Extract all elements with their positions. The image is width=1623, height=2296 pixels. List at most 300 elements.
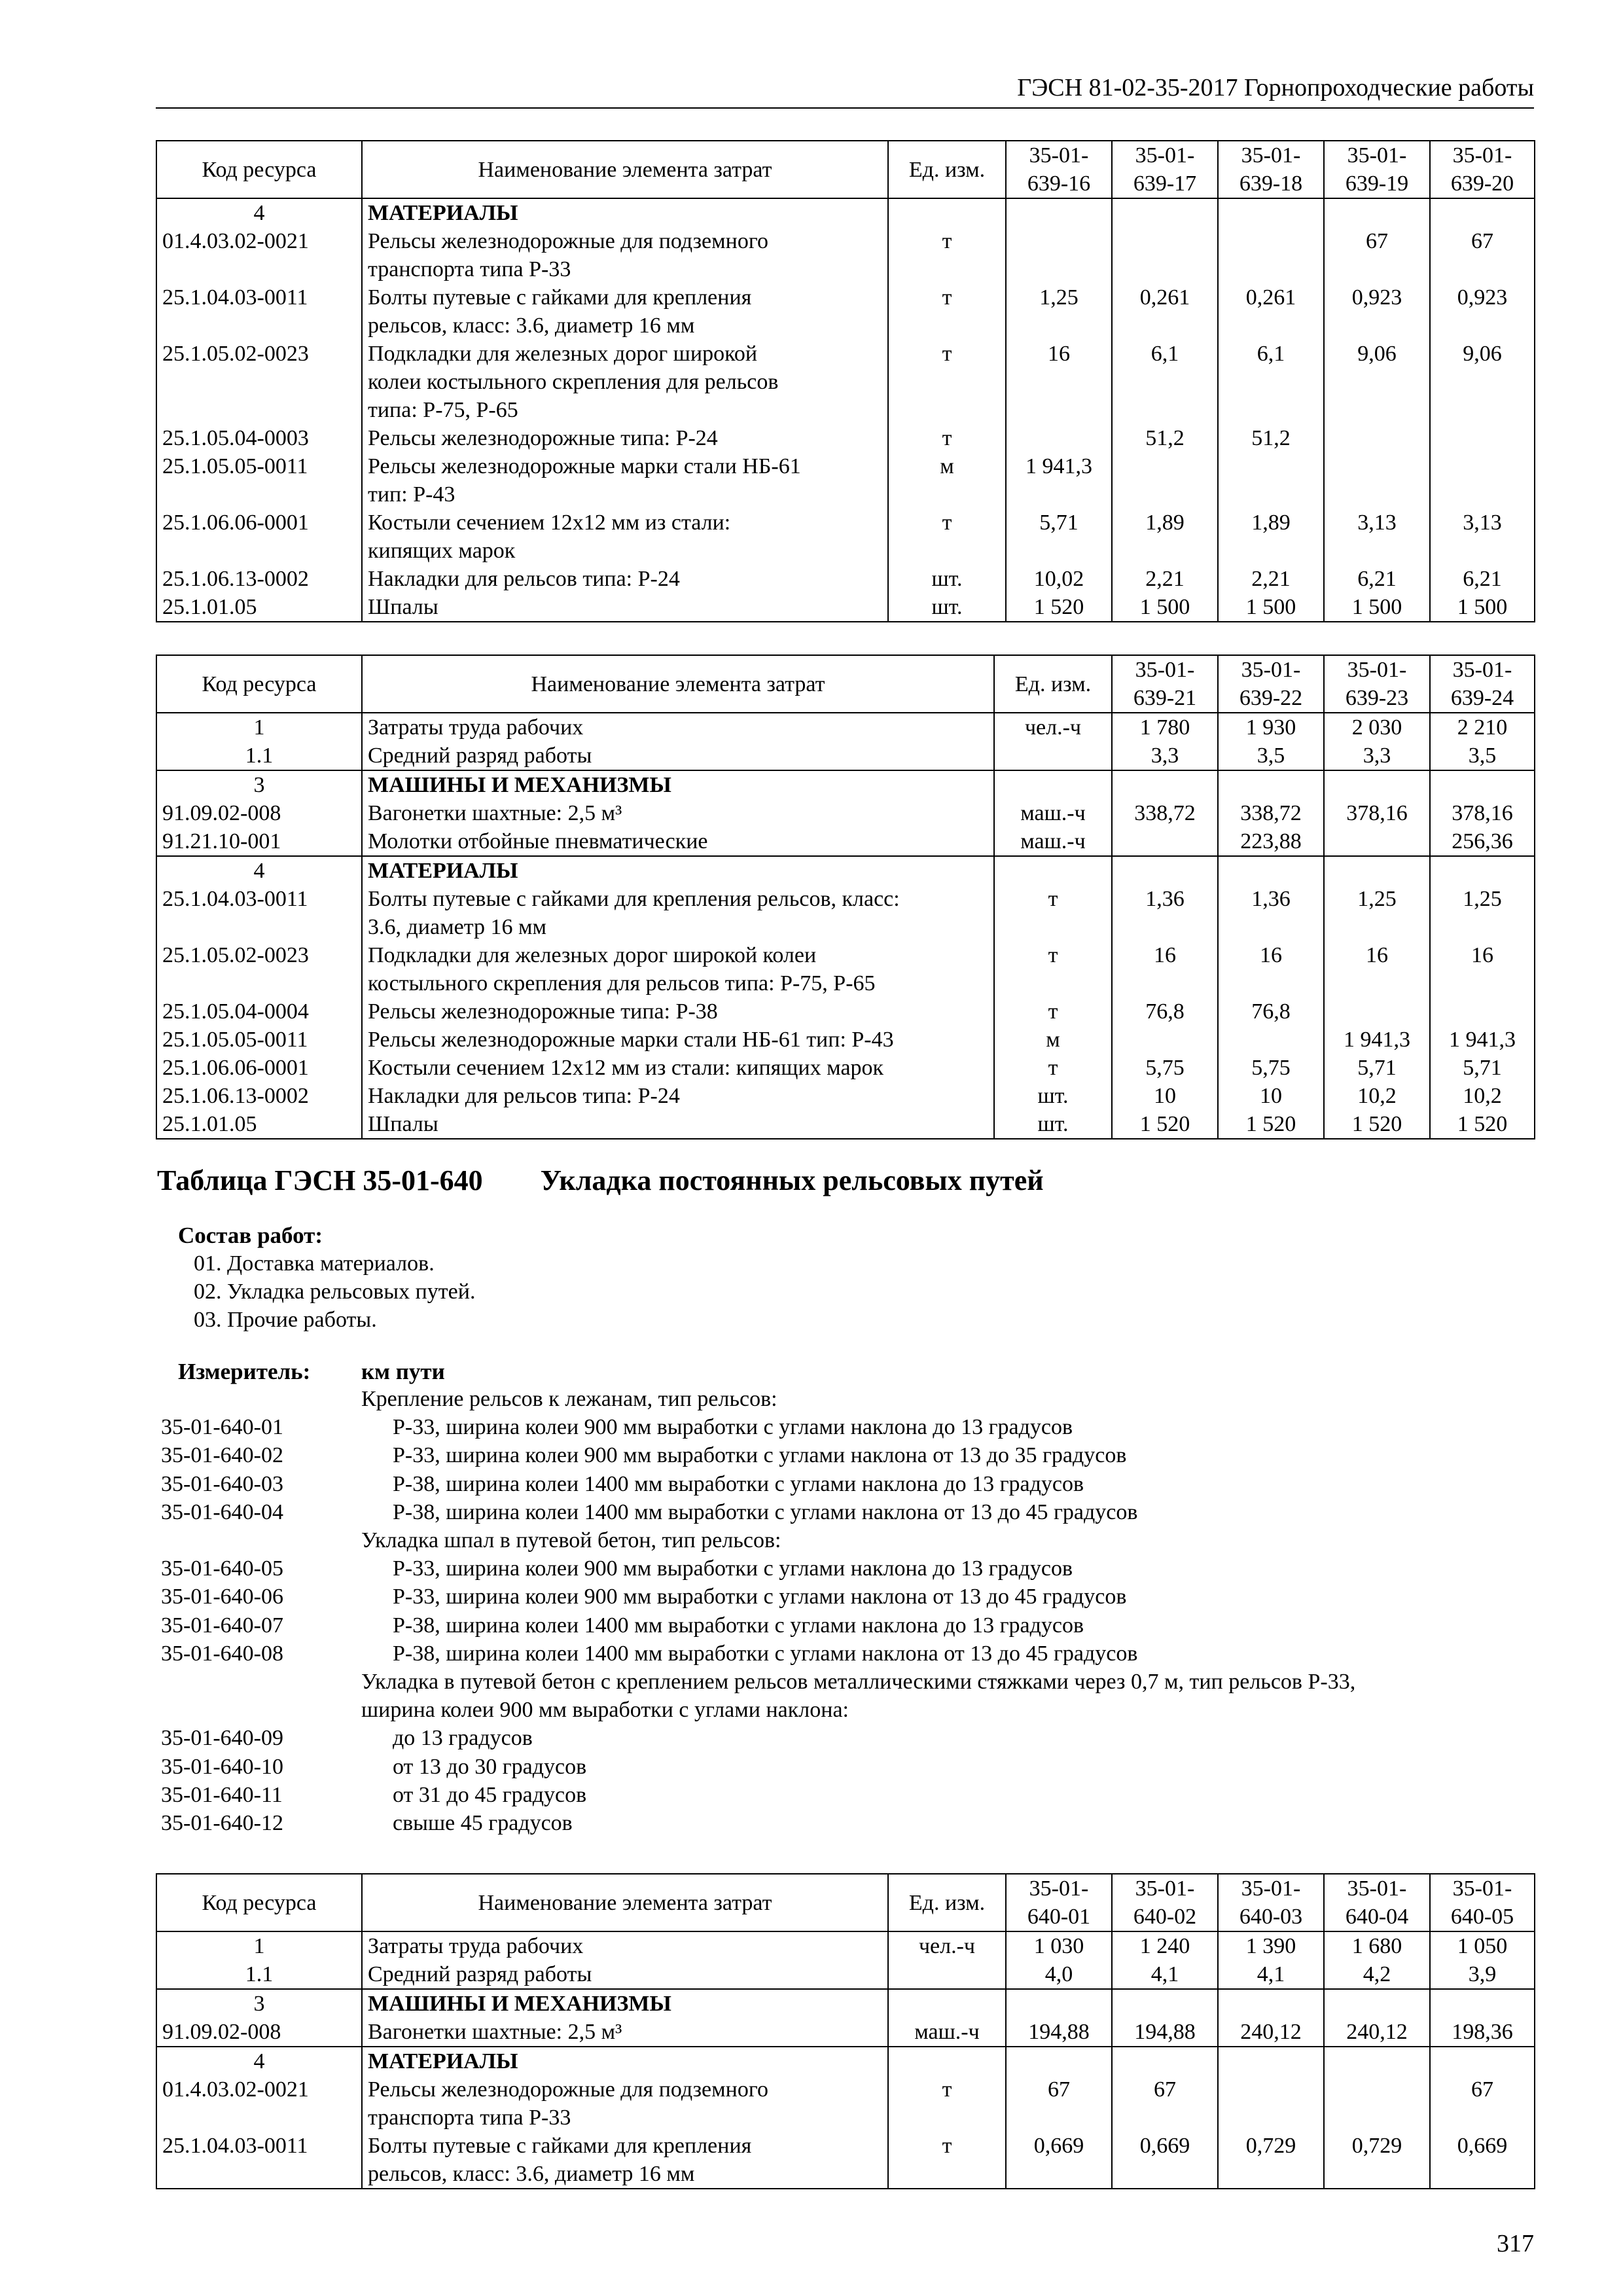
norm-code-header: 35-01- 640-04: [1324, 1874, 1430, 1931]
norm-value: 67: [1112, 2075, 1218, 2132]
table-row: [156, 941, 1535, 997]
norm-value: 0,669: [1430, 2132, 1535, 2189]
norm-value: 1,36: [1112, 885, 1218, 941]
norm-description: свыше 45 градусов: [393, 1811, 573, 1835]
norm-value: [1006, 198, 1112, 227]
norm-code-header: 35-01- 639-21: [1112, 655, 1218, 713]
section-row: [156, 1931, 1535, 1960]
table-row: [156, 452, 1535, 509]
norm-code-header: 35-01- 639-16: [1006, 141, 1112, 198]
section-row: [156, 770, 1535, 799]
unit: [888, 198, 1006, 227]
norm-value: [1218, 856, 1324, 885]
table-row: [156, 2132, 1535, 2189]
norm-value: [1430, 198, 1535, 227]
norm-value: [1218, 2047, 1324, 2075]
cost-element-name: Рельсы железнодорожные для подземного транспорта типа Р-33: [362, 227, 888, 283]
norm-value: [1112, 827, 1218, 856]
norm-value: [1006, 2047, 1112, 2075]
norm-value: 67: [1006, 2075, 1112, 2132]
unit: маш.-ч: [994, 827, 1112, 856]
norm-value: 1 520: [1324, 1110, 1430, 1139]
cost-element-name: МАШИНЫ И МЕХАНИЗМЫ: [362, 770, 994, 799]
norm-value: 198,36: [1430, 2018, 1535, 2047]
norm-value: 10,2: [1430, 1082, 1535, 1110]
table-row: [156, 509, 1535, 565]
table-header-row: [156, 141, 1535, 198]
norm-value: 1,89: [1218, 509, 1324, 565]
norm-value: [1218, 2075, 1324, 2132]
cost-element-name: Подкладки для железных дорог широкой колеи костыльного скрепления для рельсов типа: Р-75, Р-65: [362, 340, 888, 424]
norm-value: 240,12: [1324, 2018, 1430, 2047]
norm-value: [1112, 2047, 1218, 2075]
norm-value: [1006, 424, 1112, 452]
norm-value: [1324, 2075, 1430, 2132]
norm-value: 5,71: [1324, 1054, 1430, 1082]
cost-element-name: Рельсы железнодорожные типа: Р-38: [362, 997, 994, 1026]
norm-value: 378,16: [1324, 799, 1430, 827]
resource-table-639-21-24: [156, 655, 1535, 1139]
section-row: [156, 856, 1535, 885]
unit: т: [888, 2132, 1006, 2189]
norm-value: 2,21: [1112, 565, 1218, 593]
norm-value: 16: [1324, 941, 1430, 997]
norm-value: 4,2: [1324, 1960, 1430, 1989]
norm-code-header: 35-01- 639-20: [1430, 141, 1535, 198]
resource-code: 1: [156, 1931, 362, 1960]
norm-value: 194,88: [1006, 2018, 1112, 2047]
norm-value: 3,9: [1430, 1960, 1535, 1989]
cost-element-name: Накладки для рельсов типа: Р-24: [362, 565, 888, 593]
norm-value: 1 500: [1218, 593, 1324, 622]
resource-code: 25.1.04.03-0011: [156, 2132, 362, 2189]
norm-value: 240,12: [1218, 2018, 1324, 2047]
cost-element-name: Затраты труда рабочих: [362, 713, 994, 742]
resource-code: 25.1.04.03-0011: [156, 283, 362, 340]
norm-value: 1,25: [1006, 283, 1112, 340]
meter-label: Измеритель:: [178, 1359, 311, 1384]
resource-code: 3: [156, 1989, 362, 2018]
norm-code: 35-01-640-02: [161, 1443, 283, 1467]
norm-description: Р-33, ширина колеи 900 мм выработки с углами наклона от 13 до 35 градусов: [393, 1443, 1127, 1467]
table-row: [156, 283, 1535, 340]
norm-value: 223,88: [1218, 827, 1324, 856]
norm-value: 256,36: [1430, 827, 1535, 856]
norm-value: 1 941,3: [1324, 1026, 1430, 1054]
norm-value: [1112, 198, 1218, 227]
resource-code: 1: [156, 713, 362, 742]
cost-element-name: МАШИНЫ И МЕХАНИЗМЫ: [362, 1989, 888, 2018]
norm-value: [1324, 827, 1430, 856]
norm-value: 9,06: [1430, 340, 1535, 424]
resource-code: 3: [156, 770, 362, 799]
norm-value: 338,72: [1112, 799, 1218, 827]
norm-code-header: 35-01- 640-03: [1218, 1874, 1324, 1931]
norm-value: 4,1: [1218, 1960, 1324, 1989]
norm-group-heading: ширина колеи 900 мм выработки с углами наклона:: [361, 1698, 849, 1722]
norm-value: [1112, 1989, 1218, 2018]
norm-description: Р-33, ширина колеи 900 мм выработки с углами наклона от 13 до 45 градусов: [393, 1585, 1127, 1609]
norm-group-heading: Крепление рельсов к лежанам, тип рельсов:: [361, 1387, 777, 1411]
norm-value: 10,02: [1006, 565, 1112, 593]
norm-group-heading: Укладка шпал в путевой бетон, тип рельсов:: [361, 1528, 781, 1552]
norm-value: 1,36: [1218, 885, 1324, 941]
table-header-row: [156, 655, 1535, 713]
norm-value: 5,75: [1218, 1054, 1324, 1082]
norm-value: 1 390: [1218, 1931, 1324, 1960]
table-row: [156, 997, 1535, 1026]
composition-label: Состав работ:: [178, 1223, 323, 1248]
resource-code: 25.1.01.05: [156, 593, 362, 622]
unit: [994, 742, 1112, 770]
table-header-row: [156, 1874, 1535, 1931]
norm-value: 1,25: [1430, 885, 1535, 941]
norm-value: [1006, 1989, 1112, 2018]
unit: чел.-ч: [994, 713, 1112, 742]
norm-code: 35-01-640-05: [161, 1556, 283, 1581]
section-row: [156, 2047, 1535, 2075]
norm-value: 1 500: [1112, 593, 1218, 622]
norm-value: 16: [1112, 941, 1218, 997]
norm-value: [1324, 1989, 1430, 2018]
resource-code: 4: [156, 198, 362, 227]
norm-value: [1112, 452, 1218, 509]
norm-value: 76,8: [1218, 997, 1324, 1026]
table-code: Таблица ГЭСН 35-01-640: [157, 1164, 483, 1196]
norm-value: 3,13: [1430, 509, 1535, 565]
norm-value: 6,21: [1430, 565, 1535, 593]
cost-element-name: Рельсы железнодорожные марки стали НБ-61 тип: Р-43: [362, 1026, 994, 1054]
unit: [888, 2047, 1006, 2075]
unit: шт.: [888, 593, 1006, 622]
table-row: [156, 2075, 1535, 2132]
norm-value: 4,1: [1112, 1960, 1218, 1989]
norm-value: [1430, 856, 1535, 885]
unit: т: [888, 2075, 1006, 2132]
col-name-header: Наименование элемента затрат: [362, 655, 994, 713]
norm-code-header: 35-01- 639-18: [1218, 141, 1324, 198]
resource-code: 4: [156, 856, 362, 885]
norm-value: 0,729: [1324, 2132, 1430, 2189]
composition-step: 01. Доставка материалов.: [194, 1251, 435, 1276]
col-name-header: Наименование элемента затрат: [362, 141, 888, 198]
norm-code-header: 35-01- 640-02: [1112, 1874, 1218, 1931]
resource-code: 91.21.10-001: [156, 827, 362, 856]
col-unit-header: Ед. изм.: [888, 141, 1006, 198]
norm-value: [1324, 770, 1430, 799]
norm-value: 3,5: [1430, 742, 1535, 770]
norm-value: 1 680: [1324, 1931, 1430, 1960]
norm-value: [1218, 1026, 1324, 1054]
norm-value: [1324, 2047, 1430, 2075]
unit: [994, 770, 1112, 799]
norm-value: [1430, 770, 1535, 799]
cost-element-name: Рельсы железнодорожные типа: Р-24: [362, 424, 888, 452]
norm-value: 1 500: [1430, 593, 1535, 622]
norm-value: 2,21: [1218, 565, 1324, 593]
norm-value: 4,0: [1006, 1960, 1112, 1989]
resource-code: 25.1.05.02-0023: [156, 340, 362, 424]
norm-value: [1218, 198, 1324, 227]
norm-value: 10: [1112, 1082, 1218, 1110]
col-code-header: Код ресурса: [156, 655, 362, 713]
norm-description: от 31 до 45 градусов: [393, 1783, 587, 1807]
norm-value: [1430, 1989, 1535, 2018]
norm-value: 16: [1006, 340, 1112, 424]
unit: м: [888, 452, 1006, 509]
norm-value: 1,25: [1324, 885, 1430, 941]
resource-code: 25.1.01.05: [156, 1110, 362, 1139]
table-row: [156, 827, 1535, 856]
norm-value: [1112, 227, 1218, 283]
table-row: [156, 2018, 1535, 2047]
norm-code: 35-01-640-03: [161, 1472, 283, 1496]
unit: т: [994, 885, 1112, 941]
norm-value: [1112, 770, 1218, 799]
norm-value: 1 930: [1218, 713, 1324, 742]
col-code-header: Код ресурса: [156, 1874, 362, 1931]
norm-group-heading: Укладка в путевой бетон с креплением рельсов металлическими стяжками через 0,7 м, тип рельсов Р-33,: [361, 1670, 1356, 1694]
table-row: [156, 742, 1535, 770]
table-row: [156, 1026, 1535, 1054]
norm-value: [1218, 770, 1324, 799]
resource-code: 01.4.03.02-0021: [156, 2075, 362, 2132]
resource-code: 25.1.06.06-0001: [156, 1054, 362, 1082]
norm-value: [1324, 856, 1430, 885]
cost-element-name: Средний разряд работы: [362, 742, 994, 770]
unit: [994, 856, 1112, 885]
cost-element-name: Затраты труда рабочих: [362, 1931, 888, 1960]
resource-code: 1.1: [156, 742, 362, 770]
unit: шт.: [994, 1082, 1112, 1110]
norm-value: 338,72: [1218, 799, 1324, 827]
section-row: [156, 198, 1535, 227]
norm-code: 35-01-640-10: [161, 1755, 283, 1779]
norm-value: 0,261: [1218, 283, 1324, 340]
unit: шт.: [888, 565, 1006, 593]
table-row: [156, 1110, 1535, 1139]
cost-element-name: Шпалы: [362, 1110, 994, 1139]
norm-description: Р-38, ширина колеи 1400 мм выработки с углами наклона от 13 до 45 градусов: [393, 1500, 1138, 1524]
cost-element-name: Костыли сечением 12x12 мм из стали: кипящих марок: [362, 1054, 994, 1082]
cost-element-name: Болты путевые с гайками для крепления рельсов, класс: 3.6, диаметр 16 мм: [362, 2132, 888, 2189]
norm-value: 9,06: [1324, 340, 1430, 424]
header-title: ГЭСН 81-02-35-2017 Горнопроходческие работы: [1017, 74, 1534, 101]
norm-value: 1 030: [1006, 1931, 1112, 1960]
cost-element-name: Вагонетки шахтные: 2,5 м³: [362, 799, 994, 827]
resource-table-640-01-05: [156, 1873, 1535, 2189]
cost-element-name: Рельсы железнодорожные для подземного транспорта типа Р-33: [362, 2075, 888, 2132]
table-row: [156, 799, 1535, 827]
norm-value: [1218, 452, 1324, 509]
norm-value: 0,669: [1006, 2132, 1112, 2189]
norm-value: 3,3: [1112, 742, 1218, 770]
resource-code: 25.1.05.05-0011: [156, 452, 362, 509]
norm-value: 2 210: [1430, 713, 1535, 742]
norm-value: 1 780: [1112, 713, 1218, 742]
norm-value: 3,3: [1324, 742, 1430, 770]
col-unit-header: Ед. изм.: [888, 1874, 1006, 1931]
table-row: [156, 424, 1535, 452]
cost-element-name: Болты путевые с гайками для крепления рельсов, класс: 3.6, диаметр 16 мм: [362, 885, 994, 941]
norm-value: [1324, 198, 1430, 227]
norm-value: [1430, 452, 1535, 509]
unit: т: [994, 1054, 1112, 1082]
norm-value: [1112, 856, 1218, 885]
norm-value: [1112, 1026, 1218, 1054]
norm-value: 0,261: [1112, 283, 1218, 340]
table-title: [157, 1164, 1044, 1197]
norm-value: [1430, 424, 1535, 452]
norm-description: Р-38, ширина колеи 1400 мм выработки с углами наклона до 13 градусов: [393, 1472, 1084, 1496]
page-number: 317: [1497, 2230, 1534, 2257]
norm-value: 1 520: [1006, 593, 1112, 622]
norm-value: [1324, 424, 1430, 452]
norm-code-header: 35-01- 639-19: [1324, 141, 1430, 198]
norm-description: Р-33, ширина колеи 900 мм выработки с углами наклона до 13 градусов: [393, 1415, 1073, 1439]
norm-value: 1 520: [1430, 1110, 1535, 1139]
norm-value: 67: [1324, 227, 1430, 283]
table-row: [156, 565, 1535, 593]
resource-code: 25.1.06.13-0002: [156, 565, 362, 593]
unit: т: [888, 424, 1006, 452]
unit: м: [994, 1026, 1112, 1054]
resource-code: 25.1.05.04-0004: [156, 997, 362, 1026]
unit: т: [888, 227, 1006, 283]
norm-value: 0,923: [1324, 283, 1430, 340]
unit: маш.-ч: [994, 799, 1112, 827]
cost-element-name: Костыли сечением 12x12 мм из стали: кипящих марок: [362, 509, 888, 565]
unit: т: [994, 997, 1112, 1026]
norm-code: 35-01-640-07: [161, 1613, 283, 1638]
col-code-header: Код ресурса: [156, 141, 362, 198]
composition-step: 02. Укладка рельсовых путей.: [194, 1280, 476, 1304]
norm-value: 16: [1218, 941, 1324, 997]
norm-value: [1430, 997, 1535, 1026]
norm-value: 1 240: [1112, 1931, 1218, 1960]
norm-value: 16: [1430, 941, 1535, 997]
meter-unit: км пути: [361, 1359, 445, 1384]
resource-code: 91.09.02-008: [156, 2018, 362, 2047]
cost-element-name: МАТЕРИАЛЫ: [362, 198, 888, 227]
cost-element-name: Шпалы: [362, 593, 888, 622]
resource-code: 25.1.05.05-0011: [156, 1026, 362, 1054]
norm-value: 0,729: [1218, 2132, 1324, 2189]
norm-value: 6,1: [1218, 340, 1324, 424]
norm-value: [1324, 997, 1430, 1026]
norm-description: Р-33, ширина колеи 900 мм выработки с углами наклона до 13 градусов: [393, 1556, 1073, 1581]
table-row: [156, 593, 1535, 622]
col-unit-header: Ед. изм.: [994, 655, 1112, 713]
unit: шт.: [994, 1110, 1112, 1139]
norm-value: 3,5: [1218, 742, 1324, 770]
norm-value: 1 050: [1430, 1931, 1535, 1960]
norm-code: 35-01-640-09: [161, 1726, 283, 1750]
norm-value: 1 941,3: [1006, 452, 1112, 509]
norm-value: [1006, 227, 1112, 283]
table-row: [156, 1054, 1535, 1082]
unit: [888, 1989, 1006, 2018]
table-row: [156, 1960, 1535, 1989]
unit: чел.-ч: [888, 1931, 1006, 1960]
norm-value: 0,669: [1112, 2132, 1218, 2189]
resource-code: 4: [156, 2047, 362, 2075]
norm-value: 5,75: [1112, 1054, 1218, 1082]
unit: т: [888, 283, 1006, 340]
norm-value: 10: [1218, 1082, 1324, 1110]
norm-code-header: 35-01- 639-22: [1218, 655, 1324, 713]
table-name: Укладка постоянных рельсовых путей: [540, 1164, 1044, 1196]
resource-code: 01.4.03.02-0021: [156, 227, 362, 283]
norm-code: 35-01-640-06: [161, 1585, 283, 1609]
table-row: [156, 227, 1535, 283]
col-name-header: Наименование элемента затрат: [362, 1874, 888, 1931]
norm-code-header: 35-01- 640-05: [1430, 1874, 1535, 1931]
cost-element-name: Молотки отбойные пневматические: [362, 827, 994, 856]
norm-value: 3,13: [1324, 509, 1430, 565]
norm-code-header: 35-01- 640-01: [1006, 1874, 1112, 1931]
norm-value: 51,2: [1112, 424, 1218, 452]
cost-element-name: Вагонетки шахтные: 2,5 м³: [362, 2018, 888, 2047]
norm-value: 5,71: [1006, 509, 1112, 565]
norm-description: Р-38, ширина колеи 1400 мм выработки с углами наклона до 13 градусов: [393, 1613, 1084, 1638]
norm-value: 67: [1430, 2075, 1535, 2132]
cost-element-name: Болты путевые с гайками для крепления рельсов, класс: 3.6, диаметр 16 мм: [362, 283, 888, 340]
norm-value: 51,2: [1218, 424, 1324, 452]
composition-step: 03. Прочие работы.: [194, 1308, 377, 1332]
unit: т: [994, 941, 1112, 997]
norm-value: 10,2: [1324, 1082, 1430, 1110]
norm-value: 6,1: [1112, 340, 1218, 424]
norm-value: 378,16: [1430, 799, 1535, 827]
norm-value: [1430, 2047, 1535, 2075]
norm-description: Р-38, ширина колеи 1400 мм выработки с углами наклона от 13 до 45 градусов: [393, 1641, 1138, 1666]
resource-code: 25.1.06.06-0001: [156, 509, 362, 565]
cost-element-name: Подкладки для железных дорог широкой колеи костыльного скрепления для рельсов типа: Р-75, Р-65: [362, 941, 994, 997]
norm-code: 35-01-640-12: [161, 1811, 283, 1835]
norm-value: 5,71: [1430, 1054, 1535, 1082]
norm-value: 6,21: [1324, 565, 1430, 593]
norm-description: от 13 до 30 градусов: [393, 1755, 587, 1779]
unit: [888, 1960, 1006, 1989]
cost-element-name: Средний разряд работы: [362, 1960, 888, 1989]
cost-element-name: Рельсы железнодорожные марки стали НБ-61 тип: Р-43: [362, 452, 888, 509]
unit: т: [888, 509, 1006, 565]
norm-value: 194,88: [1112, 2018, 1218, 2047]
resource-code: 25.1.05.02-0023: [156, 941, 362, 997]
norm-value: 1,89: [1112, 509, 1218, 565]
norm-value: 0,923: [1430, 283, 1535, 340]
norm-description: до 13 градусов: [393, 1726, 533, 1750]
norm-code-header: 35-01- 639-23: [1324, 655, 1430, 713]
section-row: [156, 713, 1535, 742]
resource-code: 25.1.05.04-0003: [156, 424, 362, 452]
resource-code: 1.1: [156, 1960, 362, 1989]
table-row: [156, 885, 1535, 941]
norm-code: 35-01-640-01: [161, 1415, 283, 1439]
norm-value: 67: [1430, 227, 1535, 283]
norm-value: 1 520: [1218, 1110, 1324, 1139]
norm-value: 1 500: [1324, 593, 1430, 622]
norm-value: [1218, 227, 1324, 283]
section-row: [156, 1989, 1535, 2018]
table-row: [156, 1082, 1535, 1110]
resource-table-639-16-20: [156, 140, 1535, 622]
resource-code: 91.09.02-008: [156, 799, 362, 827]
norm-value: 76,8: [1112, 997, 1218, 1026]
cost-element-name: МАТЕРИАЛЫ: [362, 2047, 888, 2075]
unit: маш.-ч: [888, 2018, 1006, 2047]
